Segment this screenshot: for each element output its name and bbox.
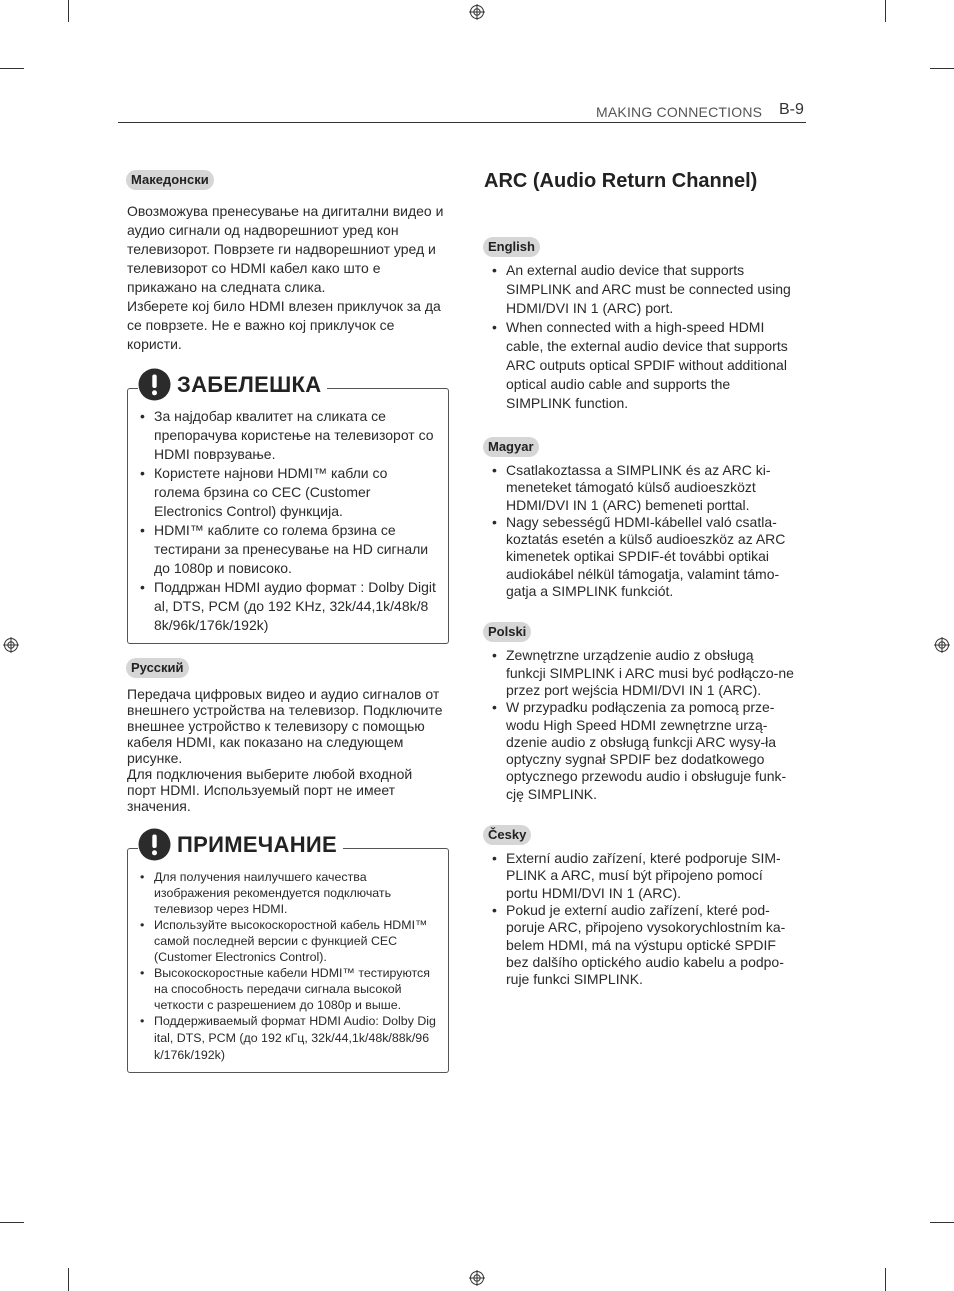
list-item: • Используйте высокоскоростной кабель HDMI™ самой последней версии с функцией CEC (Customer Electronics Control). [140,917,436,965]
cesky-list [484,850,796,988]
note-exclamation-icon [138,368,171,401]
crop-mark [0,68,24,69]
paragraph: Овозможува пренесување на дигитални видео и аудио сигнали од надворешниот уред кон телевизорот. Поврзете ги надворешниот уред и телевизорот со HDMI кабел како што е прикажано на следната слика. [127,203,444,295]
note-header [138,368,327,401]
list-item: • When connected with a high-speed HDMI cable, the external audio device that supports ARC outputs optical SPDIF without additional optical audio cable and supports the SIMPLINK function. [484,318,796,413]
registration-mark-icon [934,637,950,653]
header-rule [118,122,806,123]
list-item: • Zewnętrzne urządzenie audio z obsługą funkcji SIMPLINK i ARC musi być podłączo-ne przez port wejścia HDMI/DVI IN 1 (ARC). [484,647,796,699]
list-item: • За најдобар квалитет на сликата се препорачува користење на телевизорот со HDMI поврзување. [140,407,436,464]
crop-mark [930,68,954,69]
section-label: MAKING CONNECTIONS [596,104,763,120]
note-title: ЗАБЕЛЕШКА [177,371,322,397]
registration-mark-icon [469,4,485,20]
lang-badge-polski: Polski [483,622,531,642]
list-item: • Externí audio zařízení, které podporuje SIM-PLINK a ARC, musí být připojeno pomocí portu HDMI/DVI IN 1 (ARC). [484,850,796,902]
crop-mark [0,1222,24,1223]
list-item: • An external audio device that supports SIMPLINK and ARC must be connected using HDMI/DVI IN 1 (ARC) port. [484,261,796,318]
list-item: • Поддерживаемый формат HDMI Audio: Dolby Digital, DTS, PCM (до 192 кГц, 32k/44,1k/48k/88k/96k/176k/192k) [140,1013,436,1064]
note-exclamation-icon [138,828,171,861]
registration-mark-icon [3,637,19,653]
crop-mark [885,0,886,22]
lang-badge-magyar: Magyar [483,437,539,457]
note-title: ПРИМЕЧАНИЕ [177,831,338,857]
crop-mark [68,1268,69,1291]
list-item: • Користете најнови HDMI™ кабли со голема брзина со CEC (Customer Electronics Control) функција. [140,464,436,521]
lang-badge-cesky: Česky [483,825,531,845]
page-number: B-9 [779,101,804,118]
note-box-macedonian [127,371,449,644]
polski-list [484,647,796,803]
arc-title: ARC (Audio Return Channel) [484,170,758,192]
paragraph: Передача цифровых видео и аудио сигналов от внешнего устройства на телевизор. Подключите внешнее устройство к телевизору с помощью кабеля HDMI, как показано на следующем рисунке. [127,686,443,766]
list-item: • Nagy sebességű HDMI-kábellel való csatla-koztatás esetén a külső audioeszköz az ARC kimenetek optikai SPDIF-ét további optikai audiokábel nélkül támogatja, valamint támo-gatja a SIMPLINK funkciót. [484,514,796,600]
list-item: • Высокоскоростные кабели HDMI™ тестируются на способность передачи сигнала высокой четкости с разрешением до 1080p и выше. [140,965,436,1013]
list-item: • Поддржан HDMI аудио формат : Dolby Digital, DTS, PCM (до 192 KHz, 32k/44,1k/48k/88k/96k/176k/192k) [140,578,436,635]
magyar-list [484,462,796,600]
note-header [138,828,343,861]
paragraph: Изберете кој било HDMI влезен приклучок за да се поврзете. Не е важно кој приклучок се користи. [127,298,441,352]
lang-badge-macedonian: Македонски [126,170,214,190]
list-item: • Для получения наилучшего качества изображения рекомендуется подключать телевизор через HDMI. [140,869,436,917]
crop-mark [930,1222,954,1223]
paragraph: Для подключения выберите любой входной порт HDMI. Используемый порт не имеет значения. [127,766,413,814]
note-box-russian [127,831,449,1073]
list-item: • Csatlakoztassa a SIMPLINK és az ARC ki-meneteket támogató külső audioeszközt HDMI/DVI IN 1 (ARC) bemeneti porttal. [484,462,796,514]
list-item: • Pokud je externí audio zařízení, které pod-poruje ARC, připojeno vysokorychlostním ka-belem HDMI, má na výstupu optické SPDIF bez dalšího optického audio kabelu a podpo-ruje funkci SIMPLINK. [484,902,796,988]
lang-badge-russian: Русский [126,658,189,678]
lang-badge-english: English [483,237,540,257]
note-list [140,869,436,1064]
list-item: • W przypadku podłączenia za pomocą prze-wodu High Speed HDMI zewnętrzne urzą-dzenie audio z obsługą funkcji ARC wysy-ła optyczny sygnał SPDIF bez dodatkowego optycznego przewodu audio i obsługuje funk-cję SIMPLINK. [484,699,796,803]
note-list [140,407,436,635]
english-list [484,261,796,413]
crop-mark [68,0,69,22]
list-item: • HDMI™ каблите со голема брзина се тестирани за пренесување на HD сигнали до 1080p и повисоко. [140,521,436,578]
registration-mark-icon [469,1270,485,1286]
right-column [484,170,796,988]
left-column [127,170,449,1073]
crop-mark [885,1268,886,1291]
